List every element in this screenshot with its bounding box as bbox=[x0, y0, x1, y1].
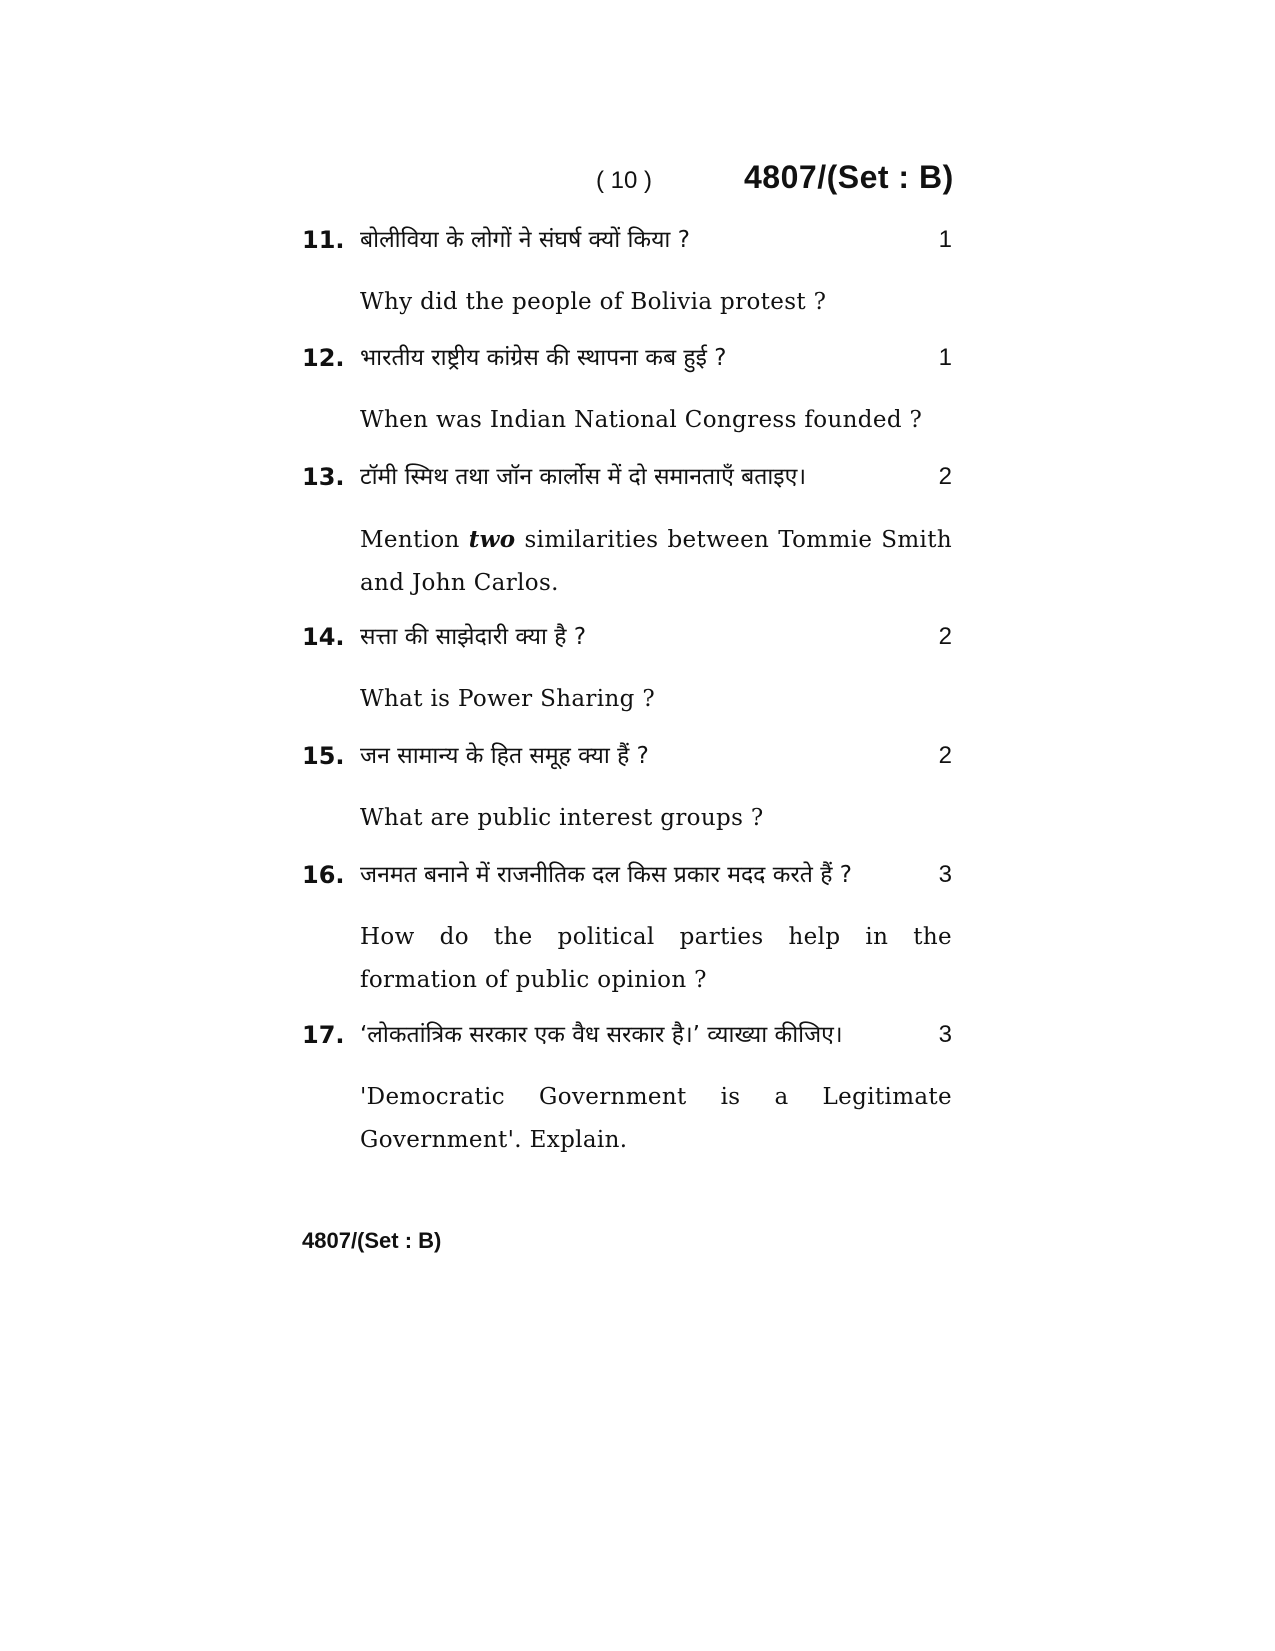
question-hindi-text: टॉमी स्मिथ तथा जॉन कार्लोस में दो समानताएँ बताइए। bbox=[360, 464, 807, 490]
question-english-text: What are public interest groups ? bbox=[360, 805, 764, 831]
question-marks: 2 bbox=[938, 463, 952, 490]
question-marks: 1 bbox=[938, 226, 952, 253]
question-15 bbox=[302, 741, 952, 833]
question-number: 13. bbox=[302, 463, 345, 491]
question-marks: 3 bbox=[938, 861, 952, 888]
emphasized-word: two bbox=[468, 526, 516, 553]
question-number: 15. bbox=[302, 742, 345, 770]
question-11 bbox=[302, 225, 952, 317]
question-number: 11. bbox=[302, 226, 345, 254]
question-14 bbox=[302, 622, 952, 714]
question-english-text: What is Power Sharing ? bbox=[360, 686, 656, 712]
question-number: 17. bbox=[302, 1021, 345, 1049]
question-number: 14. bbox=[302, 623, 345, 651]
question-hindi-text: बोलीविया के लोगों ने संघर्ष क्यों किया ? bbox=[360, 227, 690, 253]
question-number: 16. bbox=[302, 861, 345, 889]
question-english-text: 'Democratic Government is a Legitimate Government'. Explain. bbox=[360, 1084, 952, 1153]
question-hindi-text: जन सामान्य के हित समूह क्या हैं ? bbox=[360, 743, 649, 769]
paper-code-footer: 4807/(Set : B) bbox=[302, 1228, 442, 1253]
question-english-text: Why did the people of Bolivia protest ? bbox=[360, 289, 827, 315]
question-english-text: How do the political parties help in the formation of public opinion ? bbox=[360, 924, 952, 993]
question-marks: 2 bbox=[938, 742, 952, 769]
question-12 bbox=[302, 343, 952, 435]
english-text-start: Mention bbox=[360, 527, 469, 553]
question-hindi-text: सत्ता की साझेदारी क्या है ? bbox=[360, 624, 587, 650]
question-hindi-text: जनमत बनाने में राजनीतिक दल किस प्रकार मदद करते हैं ? bbox=[360, 862, 852, 888]
question-number: 12. bbox=[302, 344, 345, 372]
question-17 bbox=[302, 1020, 952, 1162]
paper-code-header: 4807/(Set : B) bbox=[744, 159, 954, 195]
question-13 bbox=[302, 462, 952, 604]
question-english-text bbox=[360, 518, 952, 605]
question-hindi-text: भारतीय राष्ट्रीय कांग्रेस की स्थापना कब हुई ? bbox=[360, 345, 727, 371]
question-marks: 3 bbox=[938, 1021, 952, 1048]
question-english-text: When was Indian National Congress founded ? bbox=[360, 407, 923, 433]
question-16 bbox=[302, 860, 952, 1002]
page-number: ( 10 ) bbox=[596, 167, 653, 194]
question-hindi-text: ‘लोकतांत्रिक सरकार एक वैध सरकार है।’ व्याख्या कीजिए। bbox=[360, 1022, 843, 1048]
question-marks: 1 bbox=[938, 344, 952, 371]
english-text-end: similarities between Tommie Smith and John Carlos. bbox=[360, 527, 952, 596]
question-marks: 2 bbox=[938, 623, 952, 650]
